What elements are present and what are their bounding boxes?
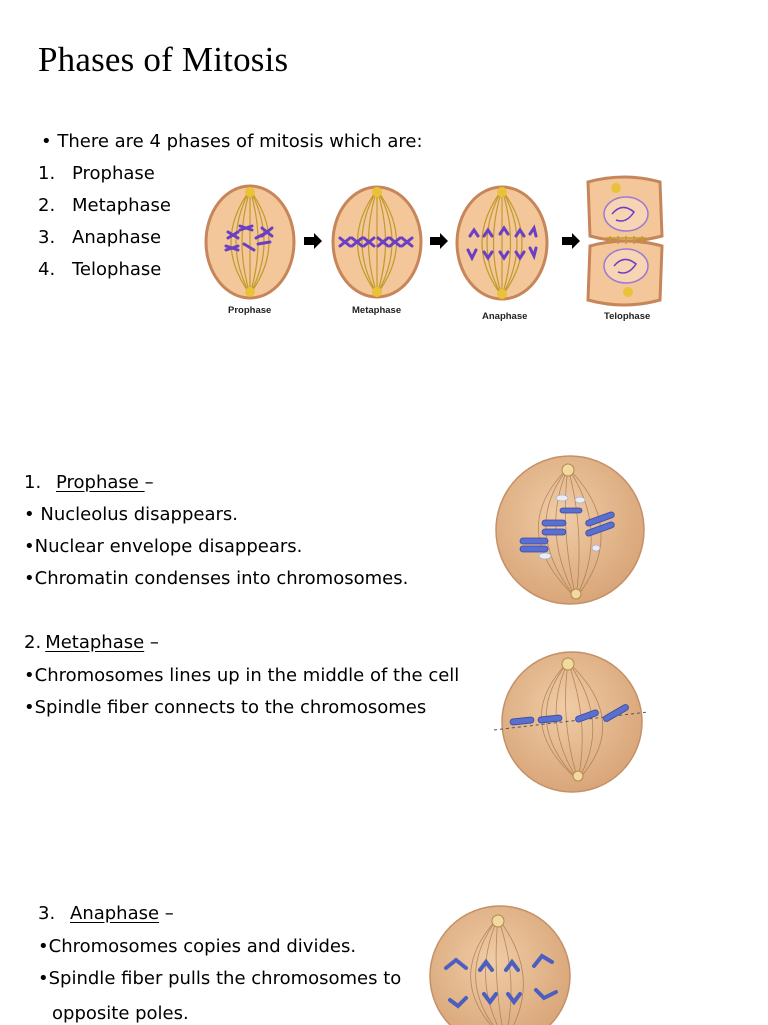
section-heading-anaphase <box>38 903 174 925</box>
list-label: Metaphase <box>72 195 172 216</box>
section-dash: – <box>144 632 159 653</box>
bullet-continuation: opposite poles. <box>52 1003 189 1024</box>
arrow-right-icon <box>430 233 448 249</box>
list-label: Anaphase <box>72 227 162 248</box>
bullet-text: Chromatin condenses into chromosomes. <box>34 568 409 589</box>
caption-prophase: Prophase <box>228 305 272 316</box>
bullet-item <box>24 536 302 558</box>
bullet-glyph: • <box>24 665 35 686</box>
intro-text: There are 4 phases of mitosis which are: <box>57 131 423 152</box>
section-dash: – <box>144 472 154 493</box>
section-heading-prophase <box>24 472 154 494</box>
list-label: Telophase <box>72 259 162 280</box>
bullet-glyph: • <box>38 968 49 989</box>
anaphase-cell-illustration <box>457 187 547 299</box>
bullet-text: Nucleolus disappears. <box>40 504 239 525</box>
list-item-telophase <box>38 259 161 281</box>
telophase-cell-illustration <box>588 177 662 305</box>
bullet-text: Spindle fiber pulls the chromosomes to <box>48 968 402 989</box>
bullet-glyph: • <box>38 936 49 957</box>
bullet-item <box>24 568 408 590</box>
bullet-text: Chromosomes copies and divides. <box>48 936 357 957</box>
section-number: 1. <box>24 472 42 493</box>
bullet-item <box>24 697 426 719</box>
page-title: Phases of Mitosis <box>38 40 289 79</box>
caption-anaphase: Anaphase <box>482 311 528 322</box>
list-number: 3. <box>38 227 56 248</box>
intro-bullet <box>41 131 423 153</box>
section-number: 3. <box>38 903 56 924</box>
section-dash: – <box>159 903 174 924</box>
list-item-anaphase <box>38 227 161 249</box>
caption-metaphase: Metaphase <box>352 305 402 316</box>
bullet-item <box>24 504 238 526</box>
bullet-text: Spindle fiber connects to the chromosomes <box>34 697 427 718</box>
list-number: 1. <box>38 163 56 184</box>
section-title: Prophase <box>56 472 145 493</box>
list-item-prophase <box>38 163 155 185</box>
bullet-text: Nuclear envelope disappears. <box>34 536 303 557</box>
section-number: 2. <box>24 632 42 653</box>
bullet-glyph: • <box>24 536 35 557</box>
section-heading-metaphase <box>24 632 159 654</box>
arrow-right-icon <box>562 233 580 249</box>
bullet-item <box>24 665 459 687</box>
bullet-item <box>38 936 356 958</box>
section-title: Anaphase <box>70 903 160 924</box>
list-item-metaphase <box>38 195 171 217</box>
caption-telophase: Telophase <box>604 311 651 322</box>
bullet-glyph: • <box>41 131 52 152</box>
prophase-cell-illustration <box>206 186 294 298</box>
list-label: Prophase <box>72 163 155 184</box>
bullet-glyph: • <box>24 697 35 718</box>
list-number: 4. <box>38 259 56 280</box>
bullet-glyph: • <box>24 504 35 525</box>
list-number: 2. <box>38 195 56 216</box>
bullet-text: Chromosomes lines up in the middle of the cell <box>34 665 460 686</box>
arrow-right-icon <box>304 233 322 249</box>
bullet-glyph: • <box>24 568 35 589</box>
metaphase-cell-illustration <box>333 187 421 297</box>
bullet-item <box>38 968 401 990</box>
section-title: Metaphase <box>45 632 145 653</box>
